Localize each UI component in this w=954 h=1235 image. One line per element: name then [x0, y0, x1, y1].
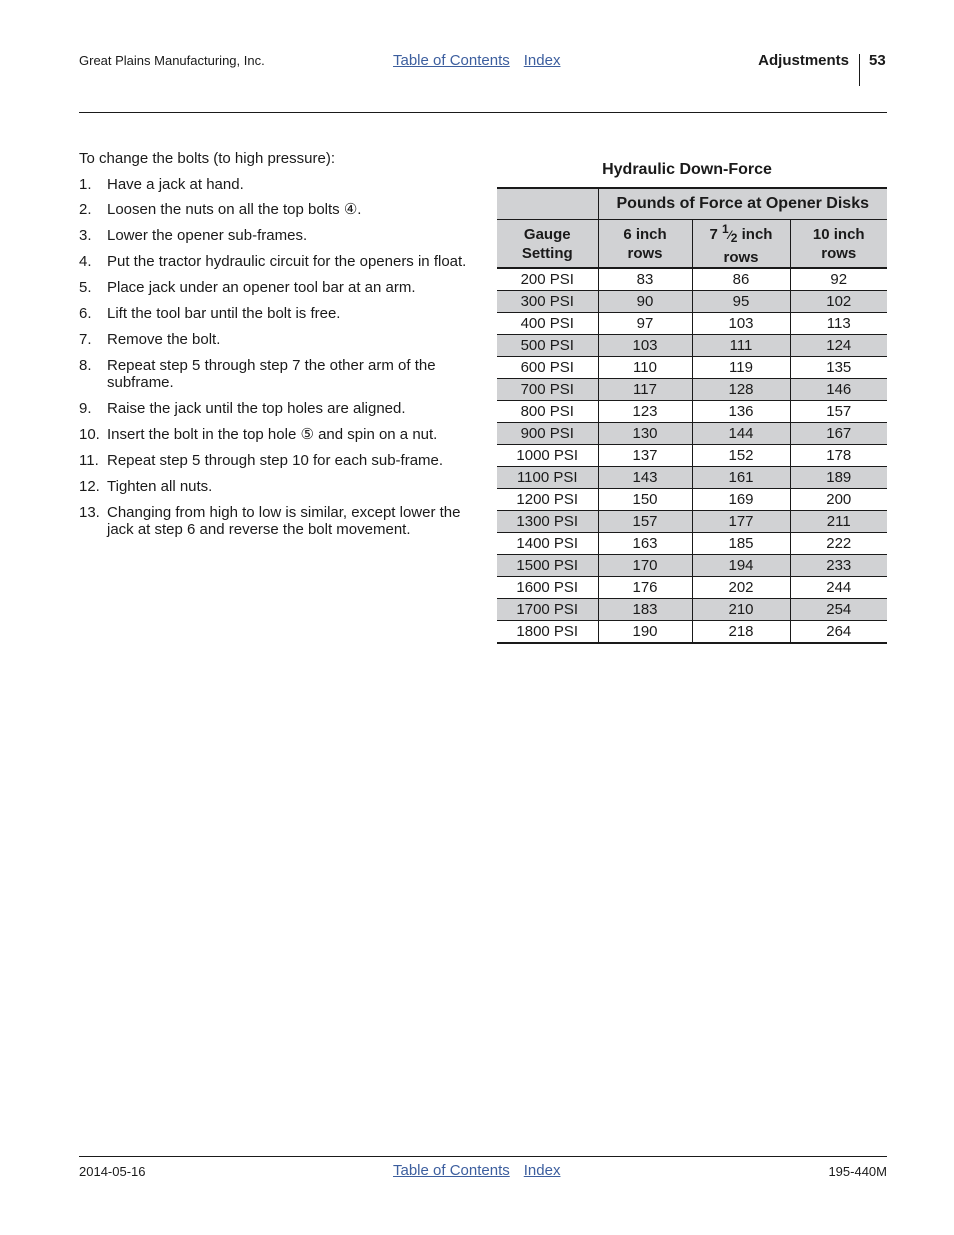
step-item: [79, 305, 471, 323]
section-title: Adjustments: [758, 52, 849, 69]
six-inch-cell: 170: [598, 555, 692, 577]
six-inch-cell: 110: [598, 357, 692, 379]
seven-half-inch-cell: 119: [692, 357, 790, 379]
ten-inch-cell: 244: [790, 577, 887, 599]
step-item: [79, 426, 471, 444]
step-item: [79, 357, 471, 392]
table-row: [497, 313, 887, 335]
ten-inch-cell: 254: [790, 599, 887, 621]
footer-rule: [79, 1156, 887, 1157]
table-row: [497, 401, 887, 423]
step-text: Insert the bolt in the top hole ⑤ and spin on a nut.: [107, 426, 438, 444]
table-row: [497, 555, 887, 577]
six-inch-cell: 150: [598, 489, 692, 511]
step-number: 11.: [79, 451, 99, 469]
step-text: Repeat step 5 through step 7 the other arm of the subframe.: [107, 356, 436, 392]
steps-list: [79, 176, 471, 539]
seven-half-inch-cell: 177: [692, 511, 790, 533]
step-number: 5.: [79, 279, 92, 297]
step-number: 12.: [79, 477, 100, 495]
step-text: Lower the opener sub-frames.: [107, 227, 308, 245]
step-number: 4.: [79, 253, 92, 271]
six-inch-cell: 157: [598, 511, 692, 533]
footer-nav: [393, 1162, 560, 1179]
six-inch-cell: 130: [598, 423, 692, 445]
seven-half-inch-cell: 128: [692, 379, 790, 401]
step-number: 8.: [79, 356, 92, 374]
seven-half-inch-cell: 152: [692, 445, 790, 467]
table-row: [497, 599, 887, 621]
step-item: [79, 227, 471, 245]
gauge-setting-cell: 500 PSI: [497, 335, 598, 357]
gauge-setting-cell: 400 PSI: [497, 313, 598, 335]
instructions: [79, 150, 471, 547]
seven-half-inch-cell: 202: [692, 577, 790, 599]
step-text: Remove the bolt.: [107, 330, 221, 348]
table-title: Hydraulic Down-Force: [602, 161, 772, 178]
step-number: 9.: [79, 400, 92, 418]
ten-inch-cell: 102: [790, 291, 887, 313]
step-text: Tighten all nuts.: [107, 477, 213, 495]
step-item: [79, 504, 471, 539]
step-text: Place jack under an opener tool bar at an arm.: [107, 279, 416, 297]
step-text: Changing from high to low is similar, except lower the jack at step 6 and reverse the bolt movement.: [107, 503, 461, 539]
table-row: [497, 291, 887, 313]
step-text: Put the tractor hydraulic circuit for the openers in float.: [107, 253, 467, 271]
step-number: 2.: [79, 201, 92, 219]
company-name: Great Plains Manufacturing, Inc.: [79, 53, 265, 68]
seven-half-inch-cell: 103: [692, 313, 790, 335]
six-inch-cell: 176: [598, 577, 692, 599]
header-index-link[interactable]: Index: [523, 52, 561, 69]
seven-half-inch-cell: 111: [692, 335, 790, 357]
gauge-setting-cell: 300 PSI: [497, 291, 598, 313]
seven-half-inch-cell: 210: [692, 599, 790, 621]
ten-inch-cell: 157: [790, 401, 887, 423]
table-row: [497, 533, 887, 555]
header-rule: [79, 112, 887, 113]
gauge-setting-cell: 1000 PSI: [497, 445, 598, 467]
gauge-setting-cell: 800 PSI: [497, 401, 598, 423]
table-row: [497, 357, 887, 379]
group-header: Pounds of Force at Opener Disks: [598, 188, 887, 220]
gauge-setting-cell: 900 PSI: [497, 423, 598, 445]
gauge-setting-cell: 700 PSI: [497, 379, 598, 401]
footer-date: 2014-05-16: [79, 1164, 146, 1179]
step-item: [79, 201, 471, 219]
step-item: [79, 452, 471, 470]
step-number: 3.: [79, 227, 92, 245]
col-header-6-inch: 6 inch rows: [598, 220, 692, 269]
gauge-setting-cell: 1400 PSI: [497, 533, 598, 555]
down-force-table: [497, 187, 887, 644]
col-header-gauge: Gauge Setting: [497, 220, 598, 269]
table-row: [497, 268, 887, 291]
table-row: [497, 335, 887, 357]
step-text: Raise the jack until the top holes are aligned.: [107, 400, 406, 418]
step-text: Lift the tool bar until the bolt is free.: [107, 304, 341, 322]
header-toc-link[interactable]: Table of Contents: [393, 52, 510, 69]
six-inch-cell: 163: [598, 533, 692, 555]
seven-half-inch-cell: 95: [692, 291, 790, 313]
ten-inch-cell: 189: [790, 467, 887, 489]
ten-inch-cell: 200: [790, 489, 887, 511]
ten-inch-cell: 92: [790, 268, 887, 291]
gauge-setting-cell: 1200 PSI: [497, 489, 598, 511]
ten-inch-cell: 135: [790, 357, 887, 379]
seven-half-inch-cell: 194: [692, 555, 790, 577]
header-nav: [393, 52, 560, 69]
six-inch-cell: 83: [598, 268, 692, 291]
footer-doc-number: 195-440M: [828, 1164, 887, 1179]
step-number: 7.: [79, 330, 92, 348]
step-item: [79, 279, 471, 297]
six-inch-cell: 117: [598, 379, 692, 401]
seven-half-inch-cell: 136: [692, 401, 790, 423]
step-item: [79, 331, 471, 349]
ten-inch-cell: 264: [790, 621, 887, 644]
table-row: [497, 467, 887, 489]
six-inch-cell: 190: [598, 621, 692, 644]
step-item: [79, 253, 471, 271]
table-row: [497, 511, 887, 533]
gauge-setting-cell: 1300 PSI: [497, 511, 598, 533]
table-row: [497, 379, 887, 401]
ten-inch-cell: 222: [790, 533, 887, 555]
gauge-setting-cell: 600 PSI: [497, 357, 598, 379]
step-text: Repeat step 5 through step 10 for each sub-frame.: [107, 451, 444, 469]
six-inch-cell: 143: [598, 467, 692, 489]
seven-half-inch-cell: 86: [692, 268, 790, 291]
table-body: [497, 268, 887, 643]
table-row: [497, 423, 887, 445]
step-number: 13.: [79, 503, 100, 521]
step-text: Loosen the nuts on all the top bolts ④.: [107, 201, 362, 219]
header-divider: [859, 54, 860, 86]
gauge-setting-cell: 1500 PSI: [497, 555, 598, 577]
col-header-7-5-inch: 7 $^1⁄_2$ inch rows: [692, 220, 790, 269]
six-inch-cell: 123: [598, 401, 692, 423]
seven-half-inch-cell: 161: [692, 467, 790, 489]
table-row: [497, 621, 887, 644]
step-number: 1.: [79, 175, 92, 193]
step-number: 6.: [79, 304, 92, 322]
step-item: [79, 478, 471, 496]
ten-inch-cell: 211: [790, 511, 887, 533]
ten-inch-cell: 233: [790, 555, 887, 577]
table-row: [497, 489, 887, 511]
seven-half-inch-cell: 185: [692, 533, 790, 555]
table-row: [497, 577, 887, 599]
seven-half-inch-cell: 218: [692, 621, 790, 644]
ten-inch-cell: 146: [790, 379, 887, 401]
seven-half-inch-cell: 169: [692, 489, 790, 511]
ten-inch-cell: 124: [790, 335, 887, 357]
ten-inch-cell: 113: [790, 313, 887, 335]
ten-inch-cell: 167: [790, 423, 887, 445]
step-number: 10.: [79, 426, 100, 444]
instructions-intro: To change the bolts (to high pressure):: [79, 150, 335, 167]
header-blank-cell: [497, 188, 598, 220]
step-item: [79, 400, 471, 418]
footer-toc-link[interactable]: Table of Contents: [393, 1162, 510, 1179]
six-inch-cell: 137: [598, 445, 692, 467]
gauge-setting-cell: 200 PSI: [497, 268, 598, 291]
page-number: 53: [869, 52, 886, 69]
seven-half-inch-cell: 144: [692, 423, 790, 445]
col-header-10-inch: 10 inch rows: [790, 220, 887, 269]
six-inch-cell: 90: [598, 291, 692, 313]
six-inch-cell: 103: [598, 335, 692, 357]
step-text: Have a jack at hand.: [107, 175, 244, 193]
gauge-setting-cell: 1100 PSI: [497, 467, 598, 489]
six-inch-cell: 97: [598, 313, 692, 335]
ten-inch-cell: 178: [790, 445, 887, 467]
gauge-setting-cell: 1700 PSI: [497, 599, 598, 621]
footer-index-link[interactable]: Index: [523, 1162, 561, 1179]
step-item: [79, 176, 471, 194]
six-inch-cell: 183: [598, 599, 692, 621]
table-row: [497, 445, 887, 467]
gauge-setting-cell: 1800 PSI: [497, 621, 598, 644]
gauge-setting-cell: 1600 PSI: [497, 577, 598, 599]
